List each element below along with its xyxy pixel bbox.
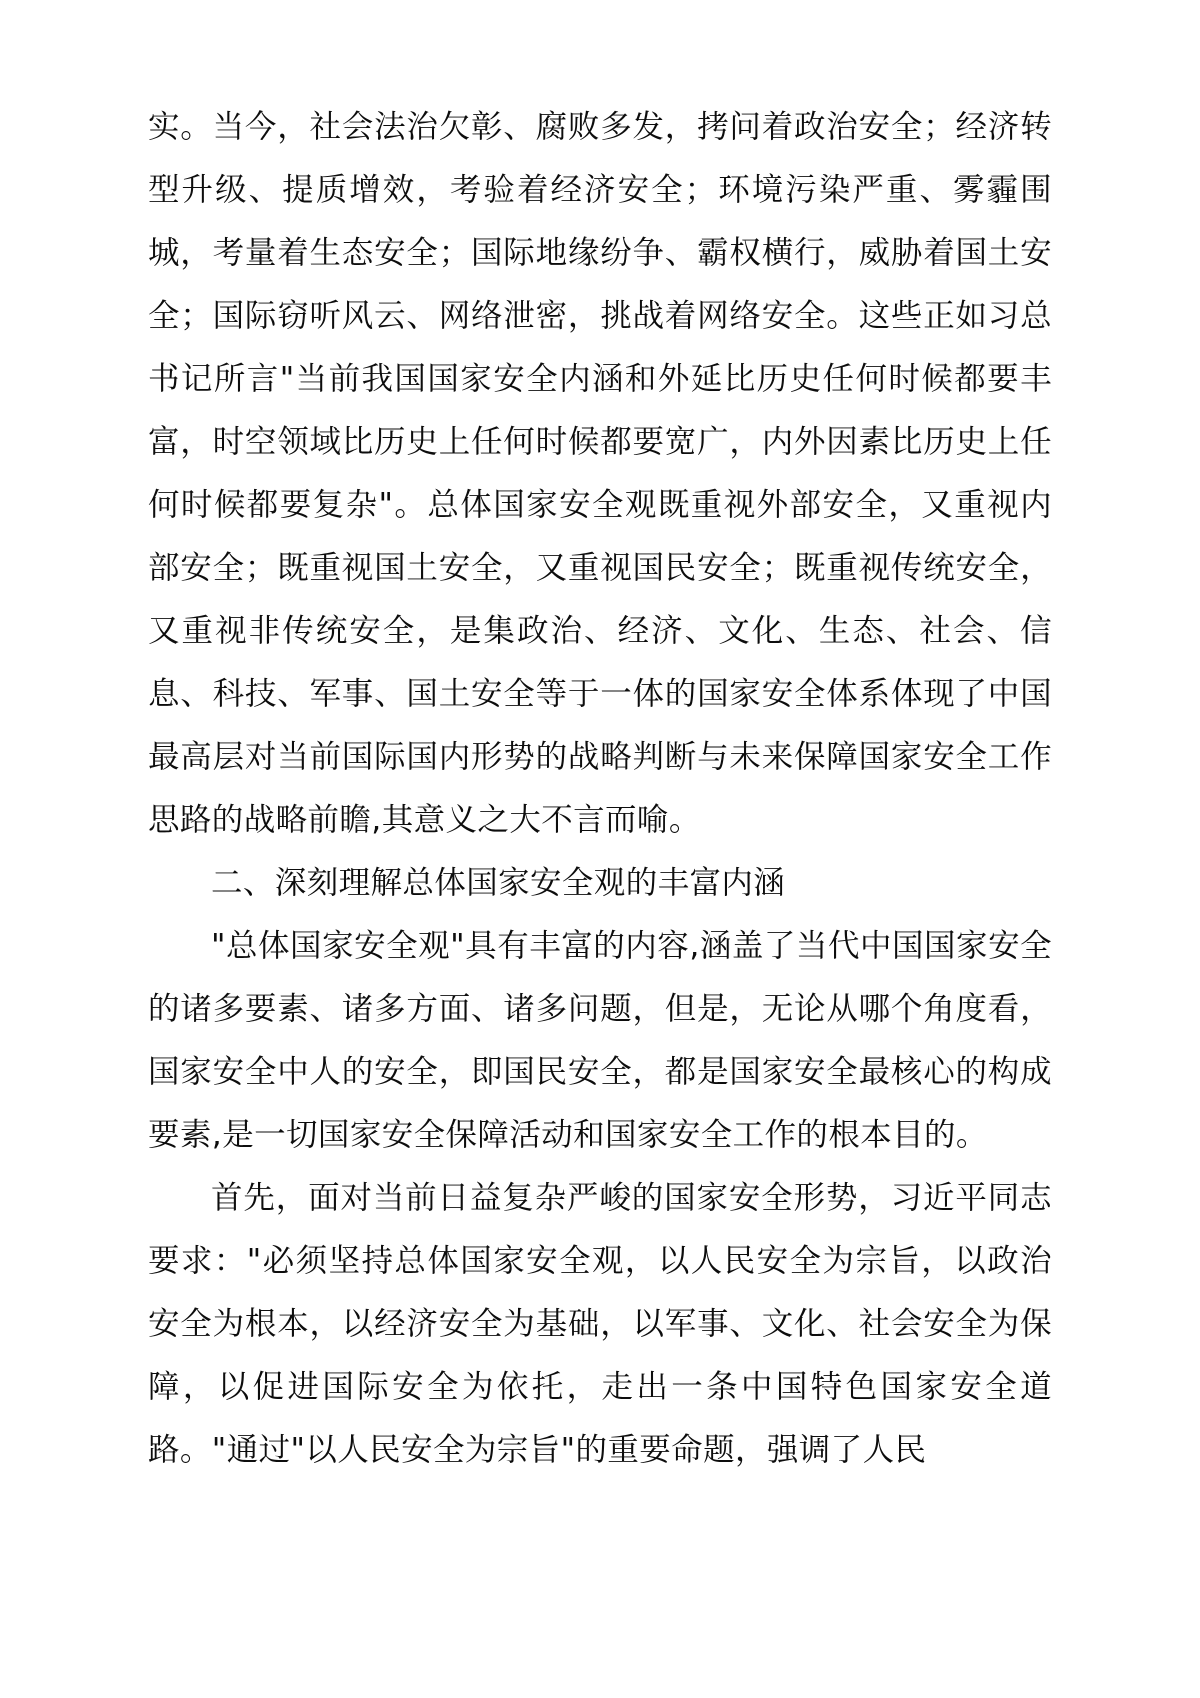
section-heading-two: 二、深刻理解总体国家安全观的丰富内涵 bbox=[211, 865, 786, 901]
paragraph-overall-security-concept: "总体国家安全观"具有丰富的内容,涵盖了当代中国国家安全的诸多要素、诸多方面、诸多问题，但是，无论从哪个角度看，国家安全中人的安全，即国民安全，都是国家安全最核心的构成要素,是一切国家安全保障活动和国家安全工作的根本目的。 bbox=[148, 928, 1052, 1153]
paragraph-first-point: 首先，面对当前日益复杂严峻的国家安全形势，习近平同志要求："必须坚持总体国家安全观，以人民安全为宗旨，以政治安全为根本，以经济安全为基础，以军事、文化、社会安全为保障，以促进国际安全为依托，走出一条中国特色国家安全道路。"通过"以人民安全为宗旨"的重要命题，强调了人民 bbox=[148, 1180, 1052, 1468]
document-body bbox=[148, 96, 1052, 1482]
paragraph-continuation: 实。当今，社会法治欠彰、腐败多发，拷问着政治安全；经济转型升级、提质增效，考验着经济安全；环境污染严重、雾霾围城，考量着生态安全；国际地缘纷争、霸权横行，威胁着国土安全；国际窃听风云、网络泄密，挑战着网络安全。这些正如习总书记所言"当前我国国家安全内涵和外延比历史任何时候都要丰富，时空领域比历史上任何时候都要宽广，内外因素比历史上任何时候都要复杂"。总体国家安全观既重视外部安全，又重视内部安全；既重视国土安全，又重视国民安全；既重视传统安全，又重视非传统安全，是集政治、经济、文化、生态、社会、信息、科技、军事、国土安全等于一体的国家安全体系体现了中国最高层对当前国际国内形势的战略判断与未来保障国家安全工作思路的战略前瞻,其意义之大不言而喻。 bbox=[148, 109, 1052, 838]
